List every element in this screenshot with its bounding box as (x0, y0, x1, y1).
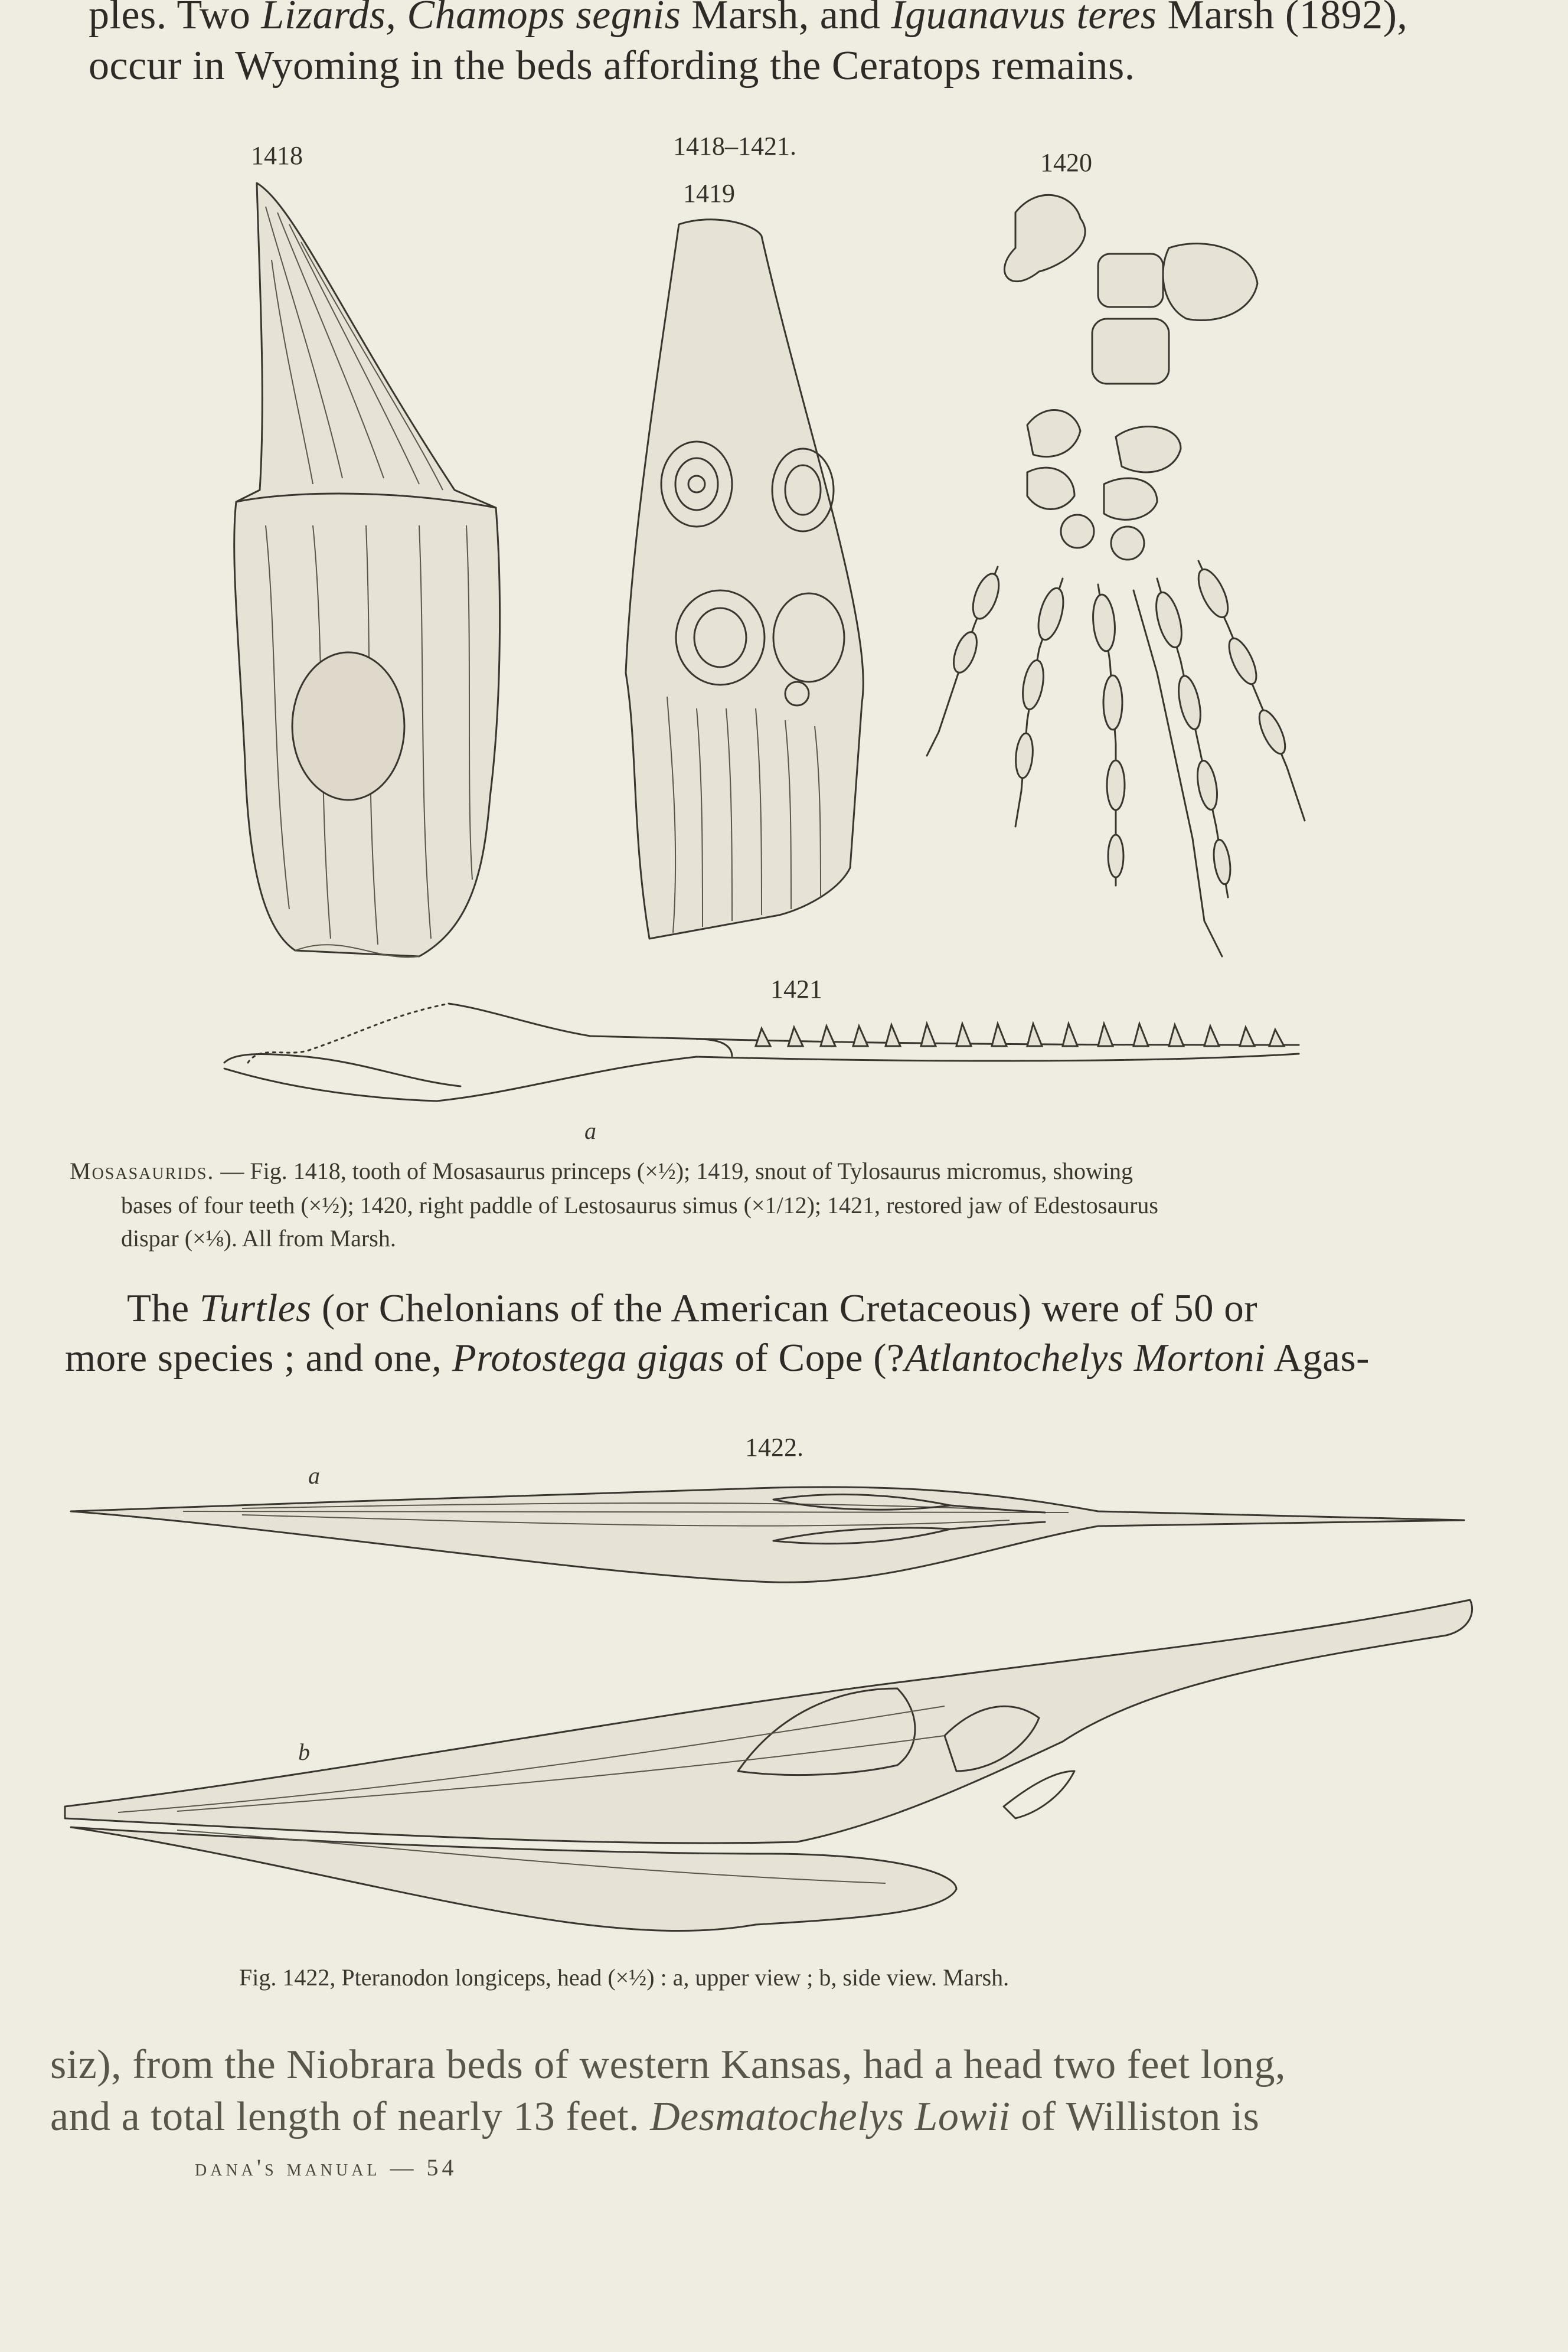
figure-group-label: 1418–1421. (673, 132, 796, 161)
figure-letter-a: a (308, 1462, 320, 1489)
text-span: Marsh (1892), (1157, 0, 1408, 38)
figure-label-1418: 1418 (251, 141, 303, 170)
tooth-illustration (224, 171, 531, 968)
text-span: Marsh, and (681, 0, 891, 38)
pteranodon-upper-view-illustration (65, 1476, 1470, 1594)
running-foot: dana's manual — 54 (195, 2154, 458, 2181)
italic-span: Iguanavus teres (891, 0, 1157, 38)
italic-span: Turtles (199, 1286, 312, 1330)
caption-lead: Mosasaurids. (70, 1158, 215, 1184)
text-span: of Williston is (1010, 2094, 1260, 2139)
bottom-text-line-2 (50, 2093, 1259, 2141)
italic-span: Lizards, Chamops segnis (261, 0, 681, 38)
italic-span: Desmatochelys Lowii (650, 2094, 1011, 2139)
figure-caption-mosasaur (70, 1157, 1133, 1185)
figure-caption-pteranodon: Fig. 1422, Pteranodon longiceps, head (×½) : a, upper view ; b, side view. Marsh. (239, 1964, 1010, 1991)
text-span: of Cope (? (724, 1336, 905, 1380)
figure-letter-b: b (298, 1739, 310, 1765)
text-span: Agas- (1265, 1336, 1370, 1380)
figure-letter-a: a (584, 1118, 596, 1144)
top-text-line-1 (89, 0, 1407, 39)
top-text-line-2: occur in Wyoming in the beds affording the Ceratops remains. (89, 43, 1135, 89)
paddle-digits (927, 561, 1305, 956)
text-span: ples. Two (89, 0, 262, 38)
figure-label-1419: 1419 (683, 179, 735, 208)
middle-text-line-2 (65, 1335, 1370, 1381)
pteranodon-side-view-illustration (59, 1594, 1476, 1948)
italic-span: Atlantochelys Mortoni (904, 1336, 1266, 1380)
italic-span: Protostega gigas (452, 1336, 725, 1380)
snout-illustration (614, 213, 886, 945)
text-span: The (127, 1286, 200, 1330)
bottom-text-line-1: siz), from the Niobrara beds of western Kansas, had a head two feet long, (50, 2042, 1286, 2088)
jaw-teeth (756, 1024, 1284, 1046)
figure-label-1420: 1420 (1040, 148, 1092, 177)
figure-caption-mosasaur-line-3: dispar (×⅛). All from Marsh. (121, 1225, 396, 1252)
figure-caption-mosasaur-line-2: bases of four teeth (×½); 1420, right paddle of Lestosaurus simus (×1/12); 1421, restored jaw of Edestosaurus (121, 1192, 1158, 1219)
caption-text: — Fig. 1418, tooth of Mosasaurus princeps (×½); 1419, snout of Tylosaurus micromus, showing (214, 1158, 1133, 1184)
text-span: more species ; and one, (65, 1336, 452, 1380)
figure-label-1422: 1422. (745, 1433, 803, 1462)
jaw-illustration (213, 980, 1322, 1122)
figure-label-1421: 1421 (770, 975, 822, 1004)
paddle-illustration (921, 177, 1311, 968)
text-span: (or Chelonians of the American Cretaceous) were of 50 or (311, 1286, 1258, 1330)
middle-text-line-1 (127, 1286, 1257, 1331)
text-span: and a total length of nearly 13 feet. (50, 2094, 651, 2139)
